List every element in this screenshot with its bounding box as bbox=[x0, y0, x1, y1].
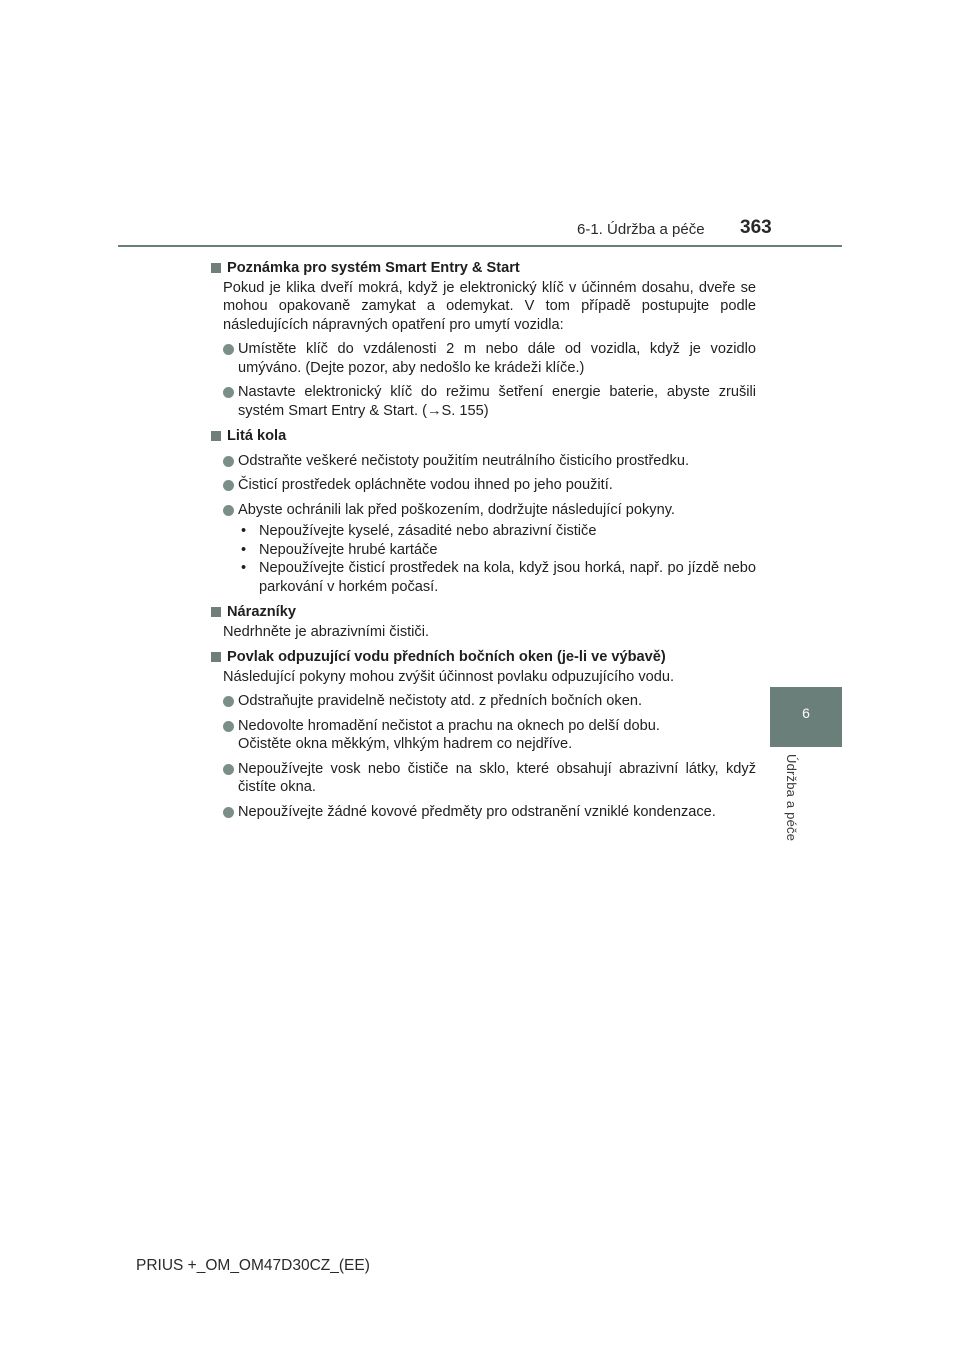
paragraph: Pokud je klika dveří mokrá, když je elektronický klíč v účinném dosahu, dveře se mohou opakovaně zamykat a odemykat. V tom případě postupujte podle následujících nápravných opatření pro umytí vozidla: bbox=[223, 279, 756, 333]
list-item-text: Nastavte elektronický klíč do režimu šetření energie baterie, abyste zrušili systém Smart Entry & Start. (→S. 155) bbox=[238, 384, 756, 419]
circle-bullet-icon bbox=[223, 456, 234, 467]
heading-text: Nárazníky bbox=[227, 604, 296, 620]
sub-list-item-text: Nepoužívejte čisticí prostředek na kola, když jsou horká, např. po jízdě nebo parkování v horkém počasí. bbox=[259, 560, 756, 595]
circle-bullet-icon bbox=[223, 480, 234, 491]
section-heading bbox=[208, 648, 756, 667]
section-title: 6-1. Údržba a péče bbox=[577, 221, 705, 238]
list-item bbox=[223, 760, 756, 797]
chapter-side-label bbox=[770, 754, 820, 864]
sub-bullet-marker: • bbox=[241, 560, 247, 576]
list-item-continuation: Očistěte okna měkkým, vlhkým hadrem co nejdříve. bbox=[238, 736, 573, 752]
heading-text: Litá kola bbox=[227, 428, 287, 444]
section-heading bbox=[208, 603, 756, 622]
list-item bbox=[223, 383, 756, 420]
chapter-title: Údržba a péče bbox=[784, 754, 799, 842]
list-item-text: Umístěte klíč do vzdálenosti 2 m nebo dále od vozidla, když je vozidlo umýváno. (Dejte pozor, aby nedošlo ke krádeži klíče.) bbox=[238, 341, 756, 376]
sub-list-item bbox=[241, 522, 756, 541]
circle-bullet-icon bbox=[223, 344, 234, 355]
list-item bbox=[223, 501, 756, 520]
sub-bullet-marker: • bbox=[241, 541, 247, 558]
sub-list-item-text: Nepoužívejte kyselé, zásadité nebo abrazivní čističe bbox=[259, 523, 597, 539]
circle-bullet-icon bbox=[223, 387, 234, 398]
list-item bbox=[223, 717, 756, 754]
list-item-text: Nepoužívejte žádné kovové předměty pro odstranění vzniklé kondenzace. bbox=[238, 803, 716, 820]
document-code: PRIUS +_OM_OM47D30CZ_(EE) bbox=[136, 1257, 370, 1274]
header-rule bbox=[118, 245, 842, 247]
chapter-number: 6 bbox=[802, 705, 810, 721]
list-item-text: Abyste ochránili lak před poškozením, dodržujte následující pokyny. bbox=[238, 501, 675, 518]
list-item-text: Odstraňte veškeré nečistoty použitím neutrálního čisticího prostředku. bbox=[238, 452, 690, 469]
list-item bbox=[223, 476, 756, 495]
list-item-text: Čisticí prostředek opláchněte vodou ihned po jeho použití. bbox=[238, 477, 613, 493]
page-content bbox=[208, 256, 756, 821]
sub-bullet-marker: • bbox=[241, 523, 247, 539]
section-heading bbox=[208, 427, 756, 446]
list-item bbox=[223, 803, 756, 822]
section-heading bbox=[208, 259, 756, 278]
sub-list-item bbox=[241, 559, 756, 596]
heading-text: Povlak odpuzující vodu předních bočních oken (je-li ve výbavě) bbox=[227, 649, 666, 665]
page-header bbox=[0, 0, 960, 250]
circle-bullet-icon bbox=[223, 807, 234, 818]
page-number: 363 bbox=[740, 217, 772, 238]
paragraph: Následující pokyny mohou zvýšit účinnost povlaku odpuzujícího vodu. bbox=[223, 668, 675, 685]
sub-list-item-text: Nepoužívejte hrubé kartáče bbox=[259, 541, 438, 558]
heading-text: Poznámka pro systém Smart Entry & Start bbox=[227, 260, 520, 276]
list-item bbox=[223, 692, 756, 711]
square-bullet-icon bbox=[211, 652, 221, 662]
list-item-text: Nepoužívejte vosk nebo čističe na sklo, které obsahují abrazivní látky, když čistíte okna. bbox=[238, 760, 756, 795]
circle-bullet-icon bbox=[223, 505, 234, 516]
circle-bullet-icon bbox=[223, 764, 234, 775]
list-item-text: Odstraňujte pravidelně nečistoty atd. z předních bočních oken. bbox=[238, 693, 643, 709]
chapter-tab bbox=[770, 687, 842, 747]
circle-bullet-icon bbox=[223, 696, 234, 707]
paragraph: Nedrhněte je abrazivními čističi. bbox=[223, 623, 430, 640]
sub-list-item bbox=[241, 541, 756, 560]
list-item bbox=[223, 452, 756, 471]
square-bullet-icon bbox=[211, 431, 221, 441]
list-item bbox=[223, 340, 756, 377]
square-bullet-icon bbox=[211, 607, 221, 617]
circle-bullet-icon bbox=[223, 721, 234, 732]
list-item-text: Nedovolte hromadění nečistot a prachu na oknech po delší dobu. bbox=[238, 717, 660, 734]
square-bullet-icon bbox=[211, 263, 221, 273]
